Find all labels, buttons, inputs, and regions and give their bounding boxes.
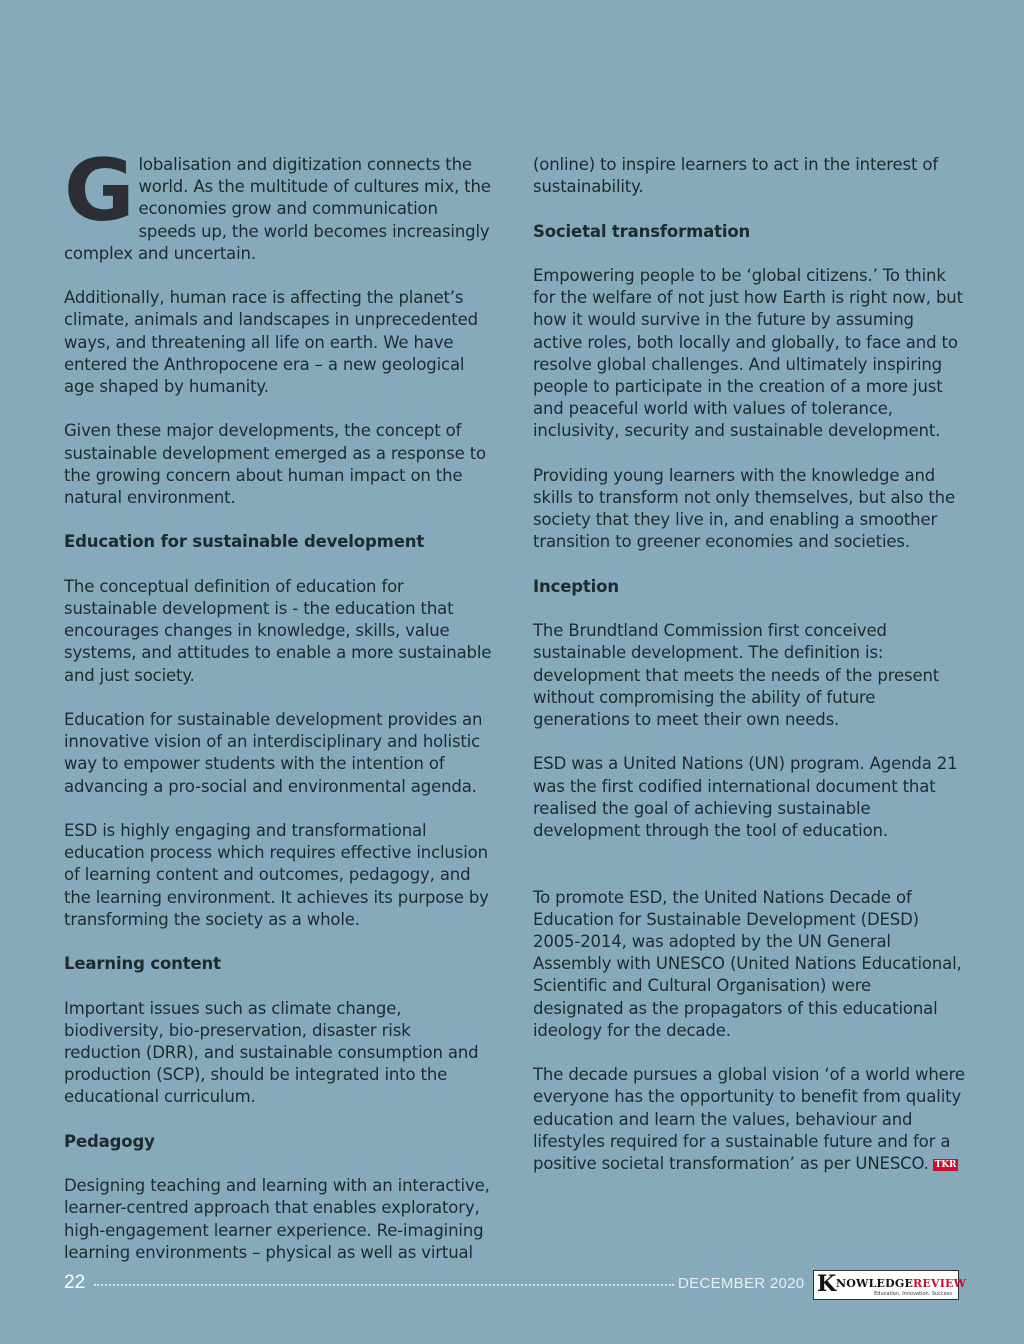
paragraph-sustainable-concept: Given these major developments, the concept of sustainable development emerged as a response to the growing concern about human impact on the natural environment. xyxy=(64,421,487,508)
heading-societal-transformation: Societal transformation xyxy=(533,221,751,241)
column-spacer xyxy=(533,864,965,886)
paragraph-young-learners: Providing young learners with the knowledge and skills to transform not only themselves, but also the society that they live in, and enabling a smoother transition to greener economies and societies. xyxy=(533,465,955,552)
dotted-divider xyxy=(94,1284,674,1286)
heading-inception: Inception xyxy=(533,576,619,596)
paragraph-global-citizens: Empowering people to be ‘global citizens.’ To think for the welfare of not just how Earth is right now, but how it would survive in the future by assuming active roles, both locally and globally, to face and to resolve global challenges. And ultimately inspiring people to participate in the creation of a more just and peaceful world with values of tolerance, inclusivity, security and sustainable development. xyxy=(533,265,963,441)
knowledge-review-logo xyxy=(813,1270,967,1300)
paragraph-desd: To promote ESD, the United Nations Decade of Education for Sustainable Development (DESD) 2005-2014, was adopted by the UN General Assembly with UNESCO (United Nations Educational, Scientific and Cultural Organisation) were designated as the propagators of this educational ideology for the decade. xyxy=(533,887,962,1040)
intro-text: lobalisation and digitization connects the world. As the multitude of cultures mix, the economies grow and communication speeds up, the world becomes increasingly complex and uncertain. xyxy=(64,155,491,263)
heading-learning-content: Learning content xyxy=(64,954,221,974)
paragraph-pedagogy: Designing teaching and learning with an interactive, learner-centred approach that enables exploratory, high-engagement learner experience. Re-imagining learning environments – physical as well as virtual xyxy=(64,1176,490,1262)
drop-cap: G xyxy=(64,141,135,241)
heading-pedagogy: Pedagogy xyxy=(64,1131,155,1151)
left-column xyxy=(64,141,492,1286)
logo-tagline: Education. Innovation. Success xyxy=(874,1291,952,1297)
global-vision-text: The decade pursues a global vision ‘of a world where everyone has the opportunity to benefit from quality education and learn the values, behaviour and lifestyles required for a sustainable future and for a positive societal transformation’ as per UNESCO. xyxy=(533,1065,965,1173)
logo-word-knowledge: NOWLEDGE xyxy=(836,1277,914,1290)
paragraph-esd-vision: Education for sustainable development provides an innovative vision of an interdisciplinary and holistic way to empower students with the intention of advancing a pro-social and environmental agenda. xyxy=(64,710,483,796)
paragraph-esd-definition: The conceptual definition of education for sustainable development is - the education that encourages changes in knowledge, skills, value systems, and attitudes to enable a more sustainable and just society. xyxy=(64,576,492,685)
issue-date: DECEMBER 2020 xyxy=(678,1275,805,1292)
logo-word-review: REVIEW xyxy=(913,1277,967,1290)
heading-esd: Education for sustainable development xyxy=(64,532,425,552)
paragraph-learning-content: Important issues such as climate change, biodiversity, bio-preservation, disaster risk reduction (DRR), and sustainable consumption and production (SCP), should be integrated into the educational curriculum. xyxy=(64,998,479,1107)
paragraph-global-vision xyxy=(533,1064,965,1175)
paragraph-anthropocene: Additionally, human race is affecting the planet’s climate, animals and landscapes in unprecedented ways, and threatening all life on earth. We have entered the Anthropocene era – a new geological age shaped by humanity. xyxy=(64,288,478,397)
logo-k-letter: K xyxy=(817,1271,837,1297)
paragraph-esd-process: ESD is highly engaging and transformational education process which requires effective inclusion of learning content and outcomes, pedagogy, and the learning environment. It achieves its purpose by transforming the society as a whole. xyxy=(64,821,489,929)
paragraph-agenda-21: ESD was a United Nations (UN) program. Agenda 21 was the first codified international document that realised the goal of achieving sustainable development through the tool of education. xyxy=(533,754,958,840)
tkr-end-mark-icon: TKR xyxy=(934,1159,957,1170)
paragraph-brundtland: The Brundtland Commission first conceived sustainable development. The definition is: development that meets the needs of the present without compromising the ability of future generations to meet their own needs. xyxy=(533,621,940,729)
logo-wordmark xyxy=(836,1277,966,1290)
page-footer xyxy=(64,1270,967,1300)
intro-paragraph xyxy=(64,141,492,265)
page-number: 22 xyxy=(64,1272,86,1293)
right-column xyxy=(533,154,965,1197)
paragraph-online-continued: (online) to inspire learners to act in the interest of sustainability. xyxy=(533,155,939,197)
